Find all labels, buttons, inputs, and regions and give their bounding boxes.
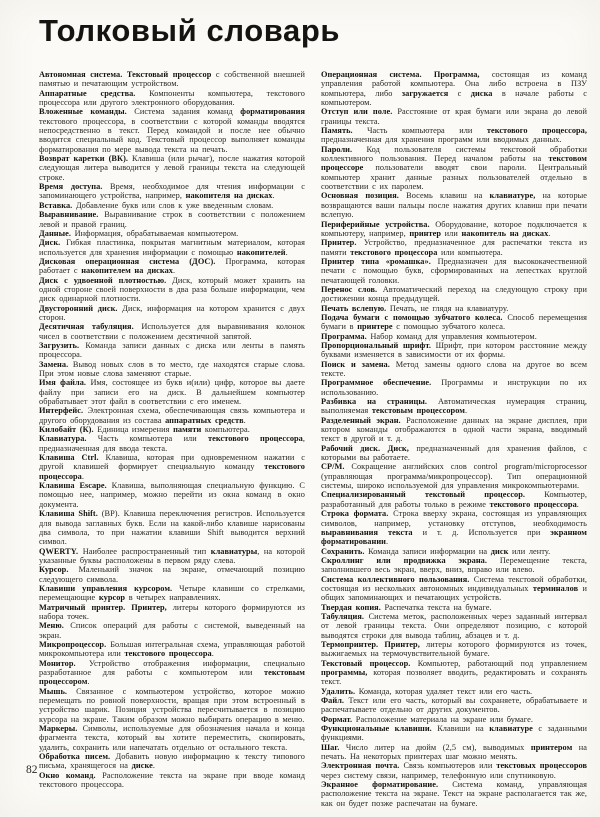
cross-reference: выравнивания текста <box>321 527 413 537</box>
entry-term: Маркеры. <box>39 724 78 734</box>
left-column <box>39 70 305 808</box>
cross-reference: накопителя на дисках <box>185 191 273 201</box>
dictionary-entry <box>321 416 587 444</box>
dictionary-entry <box>39 752 305 771</box>
entry-term: Сохранить. <box>321 546 365 556</box>
entry-definition: Распечатка текста на бумаге. <box>384 602 492 612</box>
entry-term: Меню. <box>39 621 64 631</box>
cross-reference: накопитель на дисках <box>461 228 549 238</box>
dictionary-entry <box>39 659 305 687</box>
dictionary-entry <box>321 575 587 603</box>
cross-reference: экранном форматировании <box>321 527 587 547</box>
dictionary-entry <box>39 89 305 108</box>
entry-definition: Часть компьютера или текстового процессора, предназначенная для ввода текста. <box>39 434 306 453</box>
entry-definition: Команда, которая удаляет текст или его часть. <box>358 686 533 696</box>
cross-reference: клавиатуре <box>489 724 533 734</box>
entry-term: Файл. <box>321 696 345 706</box>
entry-term: Табуляция. <box>321 611 365 621</box>
entry-term: Интерфейс. <box>39 406 84 416</box>
dictionary-entry <box>39 565 305 584</box>
entry-term: Программное обеспечение. <box>321 378 432 388</box>
dictionary-entry <box>39 229 305 238</box>
dictionary-entry <box>39 434 305 453</box>
dictionary-entry <box>39 238 305 257</box>
dictionary-entry <box>39 481 305 509</box>
dictionary-entry <box>321 257 587 285</box>
entry-term: Подача бумаги с помощью зубчатого колеса. <box>321 312 503 322</box>
entry-term: Вставка. <box>39 200 73 210</box>
entry-definition: Расположение текста на экране при вводе команд текстового процессора. <box>39 770 306 790</box>
cross-reference: Программа, <box>433 70 480 79</box>
entry-definition: Метод замены одного слова на другое во всем тексте. <box>321 359 587 378</box>
cross-reference: текстового процессора <box>350 247 438 257</box>
entry-definition: Вывод новых слов в то место, где находятся старые слова. При этом новые слова заменяют старые. <box>39 359 305 378</box>
entry-definition: (ВР). Клавиша переключения регистров. Используется для вывода заглавных букв. Если на какой-либо клавише нарисованы два символа, то при нажатии клавиши Shift выводится верхний символ. <box>39 509 306 547</box>
entry-term: Термопринтер. <box>321 639 379 649</box>
dictionary-entry <box>321 687 587 696</box>
entry-definition: Система меток, расположенных через заданный интервал от левой границы текста. Они определяют позицию, с которой выводятся строки для вывода таблиц, абзацев и т. д. <box>321 611 587 640</box>
entry-term: Твердая копия. <box>321 602 381 612</box>
entry-definition: Программа, которая работает с накопителем на дисках. <box>39 256 305 276</box>
cross-reference: памяти <box>173 425 202 435</box>
entry-definition: Клавиши на клавиатуре с заданными функциями. <box>321 724 587 743</box>
dictionary-entry <box>39 640 305 659</box>
entry-definition: Принтер, литеры которого формируются из точек, выжигаемых на термочувствительной бумаге. <box>321 639 587 659</box>
dictionary-entry <box>321 556 587 575</box>
dictionary-entry <box>321 780 587 808</box>
entry-term: Электронная почта. <box>321 761 400 771</box>
dictionary-entry <box>321 397 587 416</box>
entry-term: Время доступа. <box>39 182 103 192</box>
cross-reference: принтере <box>357 322 393 332</box>
entry-definition: Компьютер, разработанный для работы только в режиме текстового процессора. <box>321 490 587 509</box>
cross-reference: Принтер, <box>131 602 167 612</box>
entry-term: Окно команд. <box>39 770 96 780</box>
glossary-columns <box>39 70 587 808</box>
dictionary-entry <box>321 70 587 107</box>
cross-reference: принтер <box>409 228 442 238</box>
entry-definition: Автоматическая нумерация страниц, выполняемая текстовым процессором. <box>321 397 588 416</box>
dictionary-entry <box>321 761 587 780</box>
entry-definition: Текстовый процессор с собственной внешней памятью и печатающим устройством. <box>39 70 305 89</box>
cross-reference: текстовом процессоре <box>321 154 587 173</box>
entry-definition: Предназначен для высококачественной печати с помощью букв, сформированных на лепестках круглой печатающей головки. <box>321 256 587 285</box>
dictionary-entry <box>321 145 587 192</box>
entry-term: Возврат каретки (ВК). <box>39 154 129 164</box>
entry-term: Выравнивание. <box>39 210 99 220</box>
dictionary-entry <box>39 603 305 622</box>
entry-definition: Система текстовой обработки, состоящая из нескольких автономных индивидуальных терминалов и общих запоминающих и печатающих устройств. <box>321 574 588 603</box>
entry-term: Клавиша Escape. <box>39 481 107 491</box>
cross-reference: текстового процессора <box>124 649 212 659</box>
entry-definition: Часть компьютера или текстового процессора, предназначенная для хранения программ или вводимых данных. <box>321 126 588 145</box>
entry-term: Специализированный текстовый процессор. <box>321 490 526 500</box>
entry-term: СР/М. <box>321 462 345 472</box>
entry-term: Программа. <box>321 331 367 341</box>
cross-reference: клавиатуре, <box>489 191 536 201</box>
entry-definition: Клавиша (или рычаг), после нажатия которой следующая литера выводится у левой границы текста на следующей строке. <box>39 154 305 182</box>
dictionary-entry <box>321 724 587 743</box>
dictionary-entry <box>39 322 305 341</box>
entry-term: Скроллинг или продвижка экрана. <box>321 555 487 565</box>
entry-definition: Набор команд для управления компьютером. <box>370 331 537 341</box>
dictionary-entry <box>321 603 587 612</box>
dictionary-entry <box>321 126 587 145</box>
dictionary-entry <box>39 360 305 379</box>
entry-term: Принтер типа «ромашка». <box>321 256 431 266</box>
page-title: Толковый словарь <box>39 13 341 48</box>
entry-definition: Диск, предназначенный для хранения файлов, с которыми вы работаете. <box>321 443 587 463</box>
dictionary-entry <box>321 238 587 257</box>
entry-definition: Программа, состоящая из команд управления работой компьютера. Она либо встроена в ПЗУ компьютера, либо загружается с диска в начале работы с компьютером. <box>321 70 588 108</box>
entry-term: Двусторонний диск. <box>39 303 118 313</box>
dictionary-entry <box>321 462 587 490</box>
entry-term: Поиск и замена. <box>321 359 390 369</box>
entry-term: Операционная система. <box>321 70 422 79</box>
page-number: 82 <box>26 764 38 776</box>
entry-definition: Компьютер, работающий под управлением программы, которая позволяет вводить, редактировать и сохранять текст. <box>321 658 587 687</box>
dictionary-entry <box>321 509 587 546</box>
dictionary-entry <box>39 378 305 406</box>
entry-term: Данные. <box>39 228 72 238</box>
entry-term: Принтер. <box>321 238 357 248</box>
entry-term: Матричный принтер. <box>39 602 126 612</box>
entry-definition: Принтер, литеры которого формируются из набора точек. <box>39 602 306 621</box>
entry-term: Основная позиция. <box>321 191 399 201</box>
entry-term: Клавиша Ctrl. <box>39 453 99 463</box>
cross-reference: Текстовый процессор <box>126 70 212 79</box>
dictionary-entry <box>39 406 305 425</box>
entry-definition: Автоматический переход на следующую строку при достижении конца предыдущей. <box>321 284 588 304</box>
dictionary-entry <box>321 220 587 239</box>
entry-definition: Единица измерения памяти компьютера. <box>97 425 250 435</box>
dictionary-entry <box>39 724 305 752</box>
entry-definition: Используется для выравнивания колонок чисел в соответствии с положением десятичной запятой. <box>39 322 305 341</box>
dictionary-entry <box>321 285 587 304</box>
cross-reference: форматирования <box>240 107 305 117</box>
cross-reference: аппаратных средств <box>165 415 244 425</box>
entry-definition: Клавиша, выполняющая специальную функцию. С помощью нее, например, можно перейти из окна команд в окно документа. <box>39 481 305 509</box>
entry-term: Вложенные команды. <box>39 107 127 117</box>
dictionary-entry <box>39 341 305 360</box>
entry-definition: Шрифт, при котором расстояние между буквами изменяется в зависимости от их формы. <box>321 340 588 360</box>
entry-definition: Связанное с компьютером устройство, которое можно перемещать по ровной поверхности, вращая при этом встроенный в устройство шарик. Позиция устройства пересчитывается в позицию курсора на экране. Таким образом можно выбирать операцию в меню. <box>39 686 306 724</box>
cross-reference: принтером <box>530 742 573 752</box>
entry-definition: Система команд, управляющая расположение текста на экране. Текст на экране располагается так же, как он будет позже распечатан на бумаге. <box>321 780 587 808</box>
dictionary-entry <box>321 547 587 556</box>
entry-definition: Способ перемещения бумаги в принтере с помощью зубчатого колеса. <box>321 312 587 332</box>
cross-reference: Диск, <box>387 443 409 453</box>
entry-definition: Печать, не глядя на клавиатуру. <box>389 303 509 313</box>
entry-definition: Строка вверху экрана, состоящая из управляющих символов, например, установку отступов, необходимость выравнивания текста и т. д. Используется при экранном форматировании. <box>321 509 588 547</box>
entry-definition: Список операций для работы с системой, выведенный на экран. <box>39 621 306 640</box>
entry-definition: Диск, который может хранить на одной стороне своей поверхности в два раза больше информации, чем диск одинарной плотности. <box>39 275 305 304</box>
cross-reference: клавиатуры <box>210 546 258 556</box>
entry-term: Курсор. <box>39 565 69 575</box>
dictionary-entry <box>39 687 305 724</box>
dictionary-entry <box>321 378 587 397</box>
entry-definition: Добавление букв или слов к уже введенным словам. <box>75 200 274 210</box>
entry-term: Диск. <box>39 238 61 248</box>
entry-term: Периферийные устройства. <box>321 219 430 229</box>
entry-definition: Расположение данных на экране дисплея, при котором команды отображаются в одной части экрана, вводимый текст в другой и т. д. <box>321 415 587 444</box>
dictionary-entry <box>39 547 305 566</box>
entry-definition: Команда записи данных с диска или ленты в память процессора. <box>39 340 305 360</box>
cross-reference: программы, <box>321 668 368 677</box>
entry-term: Рабочий диск. <box>321 443 381 453</box>
cross-reference: текстовых процессоров <box>496 761 588 771</box>
dictionary-entry <box>39 771 305 790</box>
dictionary-entry <box>39 257 305 276</box>
entry-definition: Компоненты компьютера, текстового процессора или другого электронного оборудования. <box>39 88 305 108</box>
entry-term: Клавиши управления курсором. <box>39 583 173 593</box>
dictionary-entry <box>321 640 587 659</box>
entry-term: QWERTY. <box>39 546 79 556</box>
entry-definition: Оборудование, которое подключается к компьютеру, например, принтер или накопитель на дисках. <box>321 219 588 238</box>
dictionary-entry <box>39 425 305 434</box>
entry-definition: Команда записи информации на диск или ленту. <box>368 546 551 556</box>
entry-term: Экранное форматирование. <box>321 780 439 790</box>
cross-reference: курсор <box>98 593 126 603</box>
cross-reference: накопителем на дисках <box>81 266 173 276</box>
dictionary-entry <box>39 201 305 210</box>
cross-reference: текстового процессора <box>39 462 305 481</box>
entry-term: Килобайт (К). <box>39 425 94 435</box>
cross-reference: диск <box>490 546 509 556</box>
entry-definition: Символы, используемые для обозначения начала и конца фрагмента текста, который вы хотите переместить, скопировать, удалить, сохранить или напечатать отдельно от остального текста. <box>39 724 306 752</box>
entry-definition: Система задания команд форматирования текстового процессора, в соответствии с которой команды вводятся непосредственно в текст. Перед командой и после нее обычно вводится специальный код. Текстовый процессор выполняет команды форматирования по мере вывода текста на печать. <box>39 107 305 154</box>
entry-term: Функциональные клавиши. <box>321 724 432 734</box>
entry-term: Обработка писем. <box>39 752 111 762</box>
entry-term: Пропорциональный шрифт. <box>321 340 431 350</box>
dictionary-entry <box>321 313 587 332</box>
dictionary-entry <box>321 659 587 687</box>
entry-definition: Расстояние от края бумаги или экрана до левой границы текста. <box>321 107 587 126</box>
entry-term: Разбивка на страницы. <box>321 397 428 407</box>
entry-definition: Выравнивание строк в соответствии с положением левой и правой границ. <box>39 210 305 229</box>
entry-term: Загрузить. <box>39 340 80 350</box>
entry-term: Шаг. <box>321 742 340 752</box>
entry-definition: Расположение материала на экране или бумаге. <box>355 714 533 724</box>
dictionary-entry <box>39 509 305 546</box>
entry-definition: Электронная схема, обеспечивающая связь компьютера и другого оборудования из состава аппаратных средств. <box>39 406 306 425</box>
entry-definition: Гибкая пластинка, покрытая магнитным материалом, которая используется для хранения информации с помощью накопителей. <box>39 238 305 257</box>
entry-term: Замена. <box>39 359 69 369</box>
entry-term: Мышь. <box>39 686 68 696</box>
dictionary-entry <box>321 490 587 509</box>
entry-term: Диск с удвоенной плотностью. <box>39 275 167 285</box>
dictionary-entry <box>321 341 587 360</box>
cross-reference: текстовым процессором <box>371 406 465 416</box>
entry-definition: Диск, информация на котором хранится с двух сторон. <box>39 303 306 322</box>
entry-term: Аппаратные средства. <box>39 88 136 98</box>
cross-reference: Принтер, <box>384 639 420 649</box>
entry-definition: Код пользователя системы текстовой обработки коллективного пользования. Перед началом работы на текстовом процессоре пользователи вводят свои пароли. Центральный компьютер хранит данные разных пользователей отдельно в соответствии с их паролем. <box>321 144 587 192</box>
entry-term: Разделенный экран. <box>321 415 401 425</box>
entry-definition: Текст или его часть, который вы сохраняете, обрабатываете и распечатываете отдельно от других документов. <box>321 696 588 715</box>
entry-definition: Связь компьютеров или текстовых процессоров через систему связи, например, телефонную или спутниковую. <box>321 761 588 780</box>
cross-reference: диске <box>131 761 153 771</box>
right-column <box>321 70 587 808</box>
entry-definition: Число литер на дюйм (2,5 см), выводимых принтером на печать. На некоторых принтерах шаг можно менять. <box>321 742 587 762</box>
cross-reference: текстовым процессором <box>39 668 305 687</box>
entry-term: Десятичная табуляция. <box>39 322 134 332</box>
dictionary-entry <box>39 70 305 89</box>
dictionary-entry <box>39 621 305 640</box>
entry-term: Память. <box>321 126 353 136</box>
entry-definition: Время, необходимое для чтения информации с запоминающего устройства, например, накопителя на дисках. <box>39 182 305 201</box>
dictionary-entry <box>321 696 587 715</box>
cross-reference: текстового процессора <box>208 434 303 444</box>
entry-term: Отступ или поле. <box>321 107 393 117</box>
entry-term: Удалить. <box>321 686 356 696</box>
entry-term: Клавиатура. <box>39 434 87 444</box>
cross-reference: текстового процессора, <box>486 126 588 136</box>
entry-term: Формат. <box>321 714 353 724</box>
entry-term: Имя файла. <box>39 378 87 388</box>
entry-term: Монитор. <box>39 658 76 668</box>
cross-reference: терминалов <box>532 583 579 593</box>
entry-definition: Клавиша, которая при одновременном нажатии с другой клавишей формирует специальную команду текстового процессора. <box>39 453 306 481</box>
entry-term: Микропроцессор. <box>39 639 107 649</box>
entry-term: Пароли. <box>321 144 353 154</box>
entry-definition: Добавить новую информацию к тексту типового письма, хранящегося на диске. <box>39 752 305 771</box>
dictionary-entry <box>321 715 587 724</box>
entry-term: Автономная система. <box>39 70 123 79</box>
cross-reference: диска <box>470 88 493 98</box>
dictionary-entry <box>321 743 587 762</box>
entry-term: Перенос слов. <box>321 284 378 294</box>
entry-definition: Маленький значок на экране, отмечающий позицию следующего символа. <box>39 565 305 584</box>
entry-term: Строка формата. <box>321 509 389 519</box>
entry-definition: Программы и инструкции по их использованию. <box>321 378 587 397</box>
entry-definition: Восемь клавиш на клавиатуре, на которые возвращаются ваши пальцы после нажатия других клавиш при печати вслепую. <box>321 191 588 220</box>
entry-definition: Перемещение текста, заполнившего весь экран, вверх, вниз, вправо или влево. <box>321 555 588 575</box>
entry-term: Печать вслепую. <box>321 303 387 313</box>
dictionary-entry <box>321 332 587 341</box>
entry-term: Клавиша Shift. <box>39 509 98 519</box>
entry-definition: Устройство отображения информации, специально разработанное для работы с компьютером или текстовым процессором. <box>39 658 305 687</box>
cross-reference: накопителей <box>236 247 286 257</box>
dictionary-entry <box>39 453 305 481</box>
dictionary-entry <box>39 182 305 201</box>
entry-term: Дисковая операционная система (ДОС). <box>39 256 216 266</box>
dictionary-entry <box>321 444 587 463</box>
dictionary-entry <box>321 304 587 313</box>
dictionary-entry <box>321 612 587 640</box>
entry-definition: Большая интегральная схема, управляющая работой микрокомпьютера или текстового процессора. <box>39 639 306 659</box>
dictionary-entry <box>39 154 305 182</box>
dictionary-entry <box>321 107 587 126</box>
entry-definition: Информация, обрабатываемая компьютером. <box>74 228 239 238</box>
cross-reference: текстового процессора <box>489 499 577 509</box>
entry-definition: Устройство, предназначенное для распечатки текста из памяти текстового процессора или компьютера. <box>321 238 587 257</box>
dictionary-entry <box>39 276 305 304</box>
cross-reference: загружается <box>401 88 449 98</box>
entry-definition: Четыре клавиши со стрелками, перемещающие курсор в четырех направлениях. <box>39 583 306 603</box>
dictionary-entry <box>39 584 305 603</box>
entry-term: Система коллективного пользования. <box>321 574 470 584</box>
dictionary-entry <box>39 210 305 229</box>
dictionary-entry <box>321 191 587 219</box>
entry-definition: Наиболее распространенный тип клавиатуры, на которой указанные буквы расположены в первом ряду слева. <box>39 546 306 565</box>
entry-definition: Сокращение английских слов control program/microprocessor (управляющая программа/микропроцессор). Тип операционной системы, широко используемой для управления микрокомпьютерами. <box>321 462 588 491</box>
dictionary-entry <box>39 304 305 323</box>
dictionary-entry <box>39 107 305 154</box>
entry-definition: Имя, состоящее из букв и(или) цифр, которое вы даете файлу при записи его на диск. В дальнейшем компьютер обрабатывает этот файл в соответствии с его именем. <box>39 378 306 407</box>
dictionary-entry <box>321 360 587 379</box>
entry-term: Текстовый процессор. <box>321 658 411 668</box>
